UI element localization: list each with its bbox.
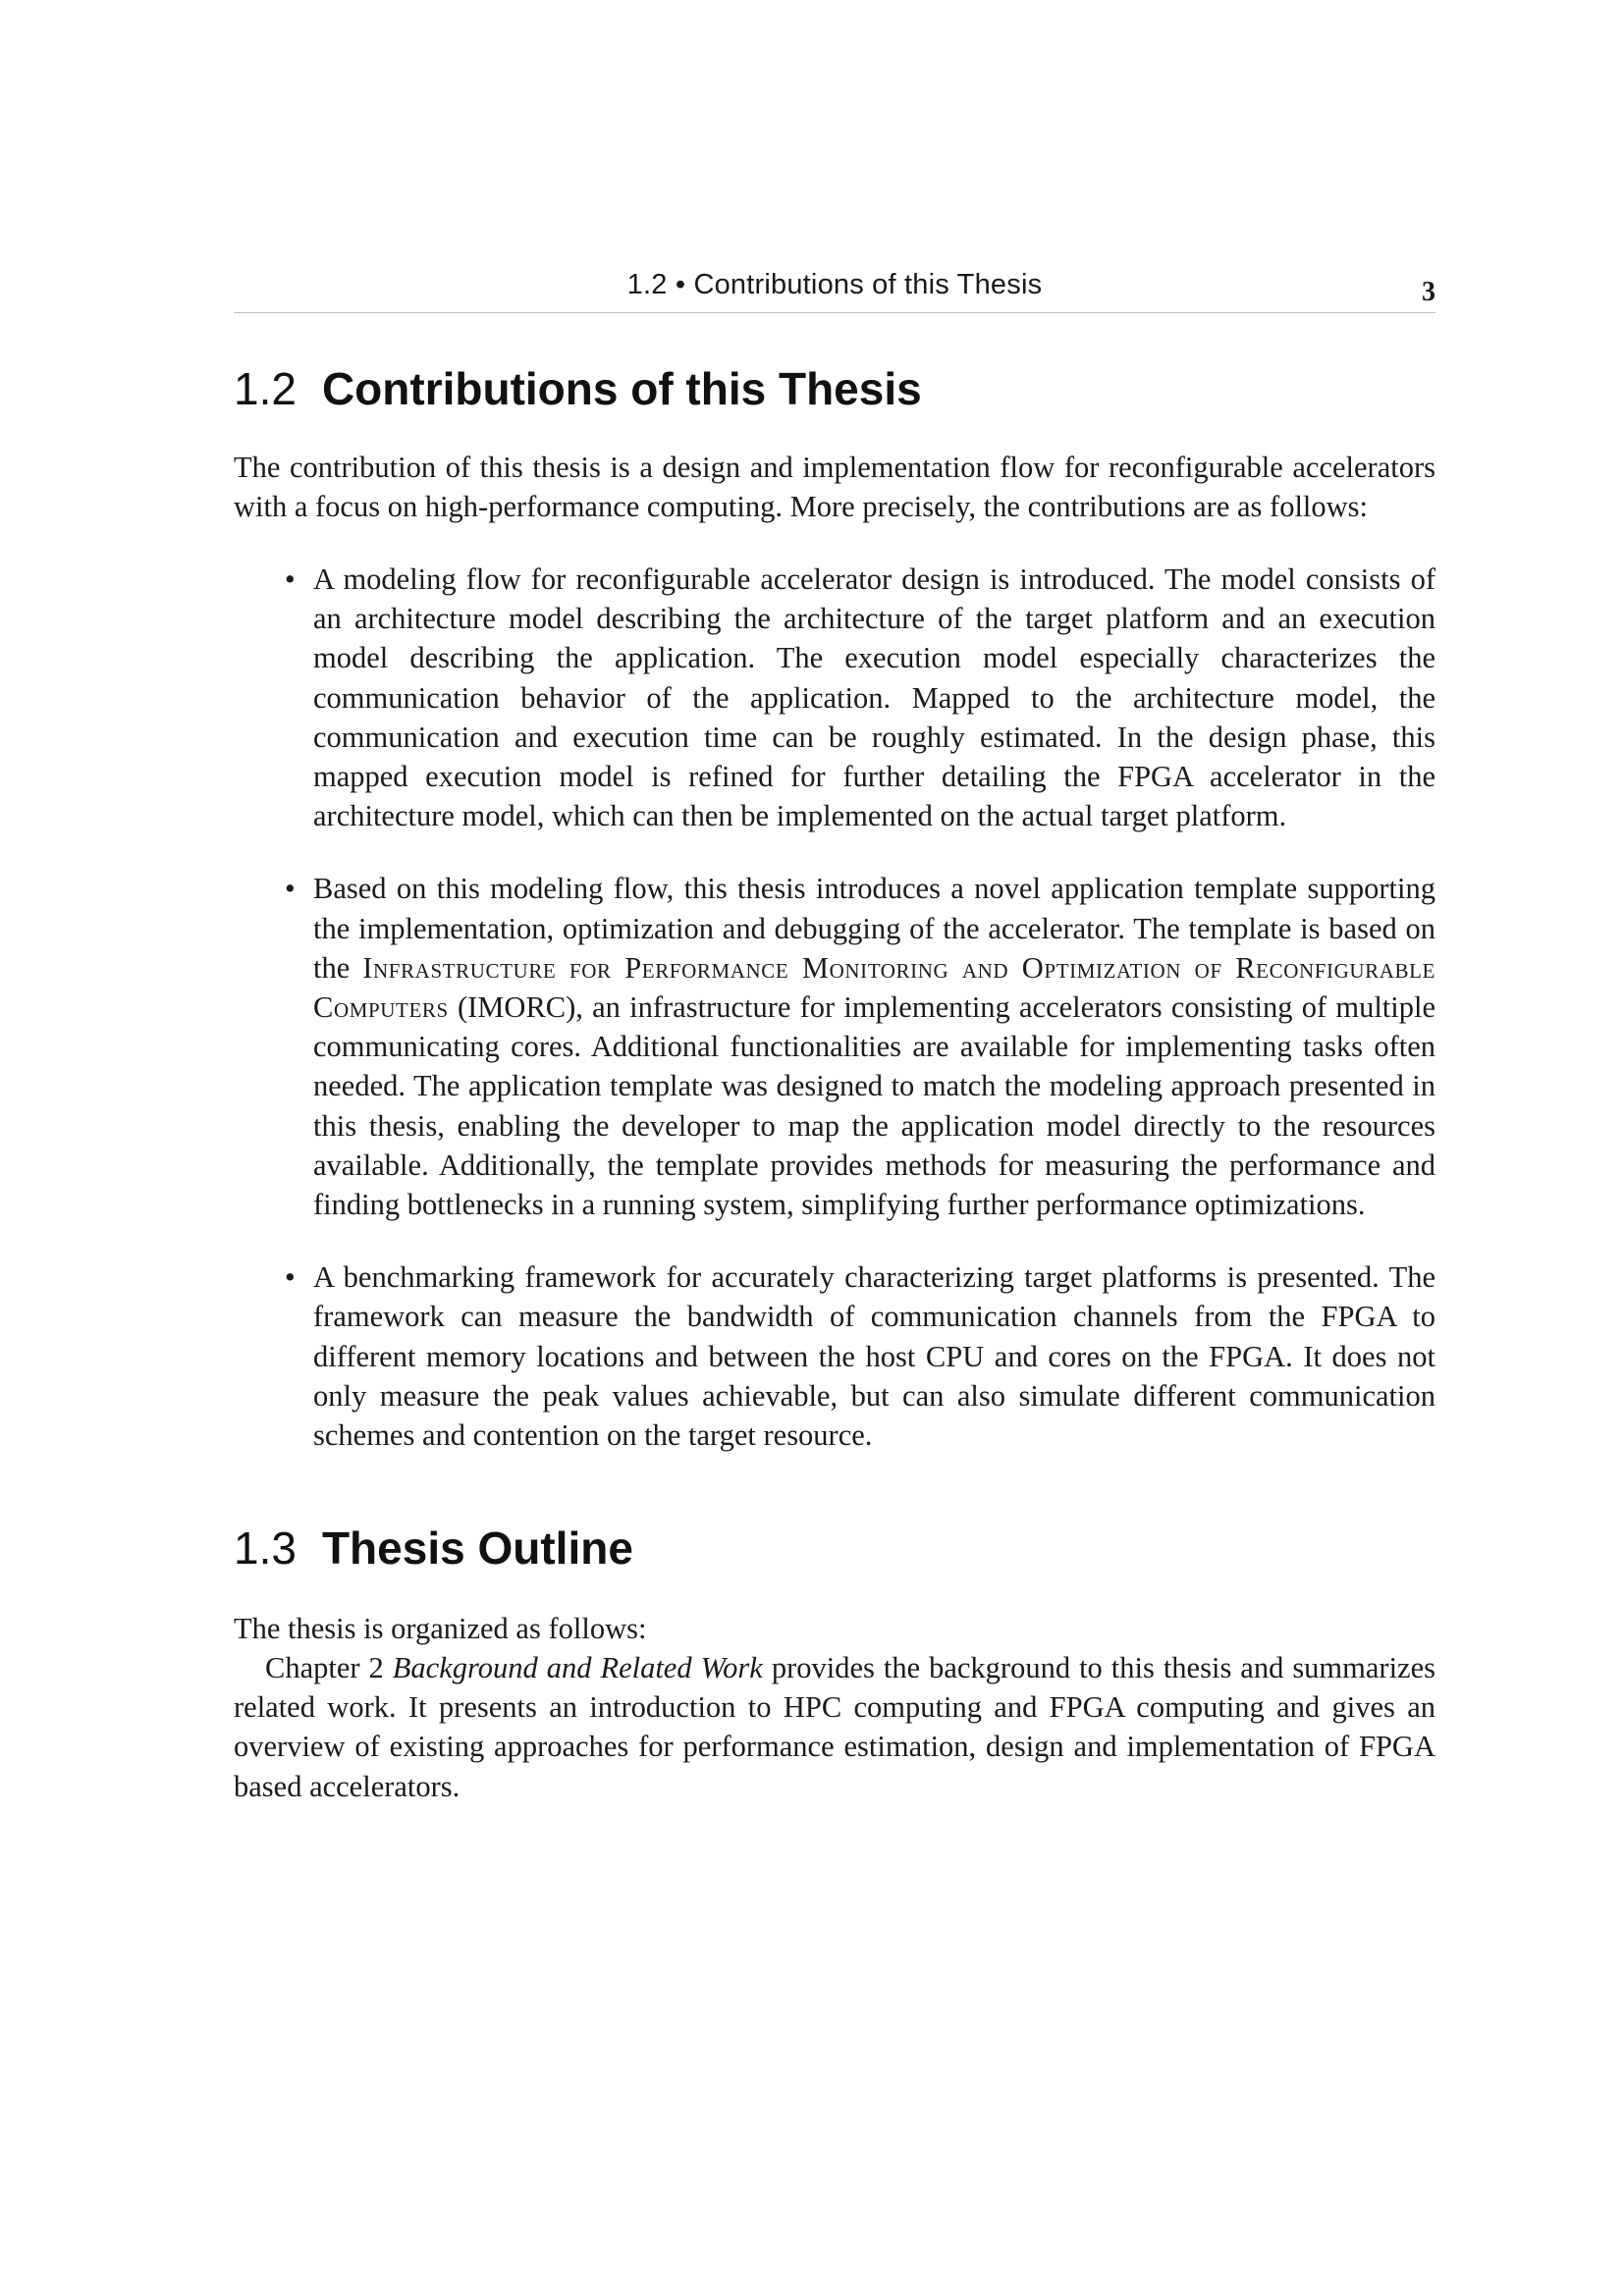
contribution-text-after: (IMORC), an infrastructure for implementing accelerators consisting of multiple communicating cores. Additional functionalities are available for implementing tasks often needed. The application template was designed to match the modeling approach presented in this thesis, enabling the developer to map the application model directly to the resources available. Additionally, the template provides methods for measuring the performance and finding bottlenecks in a running system, simplifying further performance optimizations. (313, 990, 1435, 1222)
chapter-reference-link[interactable]: 2 (368, 1651, 384, 1685)
chapter-title: Background and Related Work (392, 1651, 763, 1685)
imorc-full-name: Infrastructure for Performance Monitoring and Optimization of Reconfigurable Computers (313, 950, 1435, 1025)
outline-chapter-2-paragraph (234, 1648, 1435, 1806)
bullet-icon: • (285, 1260, 296, 1295)
running-header-title: 1.2 • Contributions of this Thesis (626, 269, 1043, 300)
section-number: 1.2 (234, 363, 297, 414)
contribution-text-before: Based on this modeling flow, this thesis introduces a novel application template supporting the implementation, optimization and debugging of the accelerator. The template is based on the (313, 872, 1435, 985)
contributions-intro-paragraph: The contribution of this thesis is a design and implementation flow for reconfigurable accelerators with a focus on high-performance computing. More precisely, the contributions are as follows: (234, 450, 1435, 523)
section-number: 1.3 (234, 1522, 297, 1575)
page-number: 3 (1422, 277, 1435, 307)
contribution-item-modeling-flow (234, 560, 1435, 835)
contribution-item-application-template (234, 869, 1435, 1224)
chapter-prefix: Chapter (265, 1651, 369, 1685)
running-header (234, 265, 1435, 313)
page (234, 265, 1435, 1806)
section-title: Thesis Outline (321, 1522, 633, 1575)
contribution-text: A benchmarking framework for accurately characterizing target platforms is presented. The framework can measure the bandwidth of communication channels from the FPGA to different memory locations and between the host CPU and cores on the FPGA. It does not only measure the peak values achievable, but can also simulate different communication schemes and contention on the target resource. (313, 1260, 1435, 1453)
contribution-item-benchmarking (234, 1257, 1435, 1455)
bullet-icon: • (285, 872, 296, 906)
outline-intro-paragraph: The thesis is organized as follows: (234, 1611, 647, 1645)
contribution-text: A modeling flow for reconfigurable accelerator design is introduced. The model consists of an architecture model describing the architecture of the target platform and an execution model describing the application. The execution model especially characterizes the communication behavior of the application. Mapped to the architecture model, the communication and execution time can be roughly estimated. In the design phase, this mapped execution model is refined for further detailing the FPGA accelerator in the architecture model, which can then be implemented on the actual target platform. (313, 562, 1435, 833)
chapter-description: provides the background to this thesis and summarizes related work. It presents an introduction to HPC computing and FPGA computing and gives an overview of existing approaches for performance estimation, design and implementation of FPGA based accelerators. (234, 1651, 1435, 1803)
section-title: Contributions of this Thesis (321, 363, 922, 414)
section-heading-outline (234, 1523, 1435, 1574)
bullet-icon: • (285, 562, 296, 596)
contribution-text (313, 869, 1435, 1224)
contributions-list (234, 560, 1435, 1455)
section-heading-contributions (234, 364, 1435, 414)
